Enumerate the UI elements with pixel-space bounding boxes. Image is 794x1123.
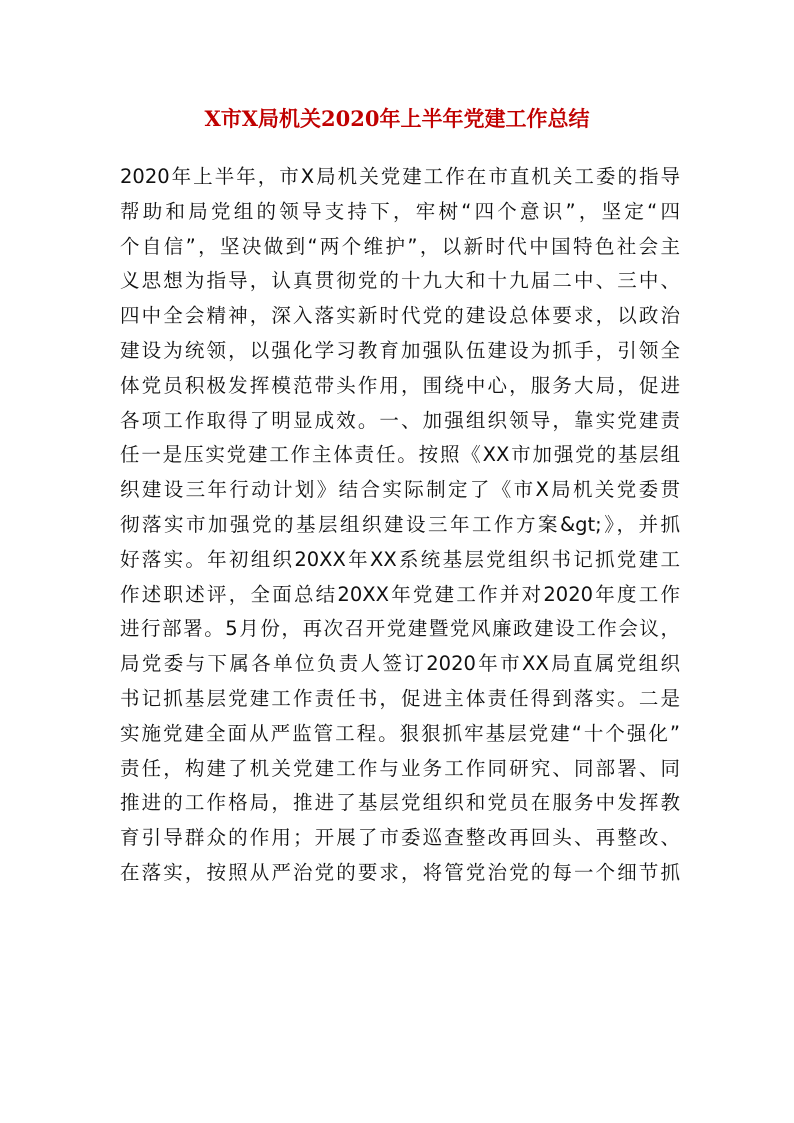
body-line: 育引导群众的作用；开展了市委巡查整改再回头、再整改、 xyxy=(120,826,680,850)
body-line: 在落实，按照从严治党的要求，将管党治党的每一个细节抓 xyxy=(120,860,680,884)
body-line: 好落实。年初组织20XX年XX系统基层党组织书记抓党建工 xyxy=(120,547,680,571)
body-line: 个自信”，坚决做到“两个维护”，以新时代中国特色社会主 xyxy=(120,234,680,258)
document-title: X市X局机关2020年上半年党建工作总结 xyxy=(204,106,590,131)
body-line: 织建设三年行动计划》结合实际制定了《市X局机关党委贯 xyxy=(120,478,680,502)
body-line: 建设为统领，以强化学习教育加强队伍建设为抓手，引领全 xyxy=(120,338,680,362)
body-line: 义思想为指导，认真贯彻党的十九大和十九届二中、三中、 xyxy=(120,269,680,293)
body-line: 进行部署。5月份，再次召开党建暨党风廉政建设工作会议， xyxy=(120,617,680,641)
body-line: 推进的工作格局，推进了基层党组织和党员在服务中发挥教 xyxy=(120,791,680,815)
body-line: 实施党建全面从严监管工程。狠狠抓牢基层党建“十个强化” xyxy=(120,721,680,745)
body-line: 局党委与下属各单位负责人签订2020年市XX局直属党组织 xyxy=(120,652,680,676)
body-line: 体党员积极发挥模范带头作用，围绕中心，服务大局，促进 xyxy=(120,373,680,397)
document-body xyxy=(120,160,680,891)
body-line: 作述职述评，全面总结20XX年党建工作并对2020年度工作 xyxy=(120,582,680,606)
body-line: 帮助和局党组的领导支持下，牢树“四个意识”，坚定“四 xyxy=(120,199,680,223)
body-line: 彻落实市加强党的基层组织建设三年工作方案&gt;》，并抓 xyxy=(120,512,680,536)
body-line: 2020年上半年，市X局机关党建工作在市直机关工委的指导 xyxy=(120,165,680,188)
body-line: 各项工作取得了明显成效。一、加强组织领导，靠实党建责 xyxy=(120,408,680,432)
body-line: 责任，构建了机关党建工作与业务工作同研究、同部署、同 xyxy=(120,756,680,780)
body-line: 任一是压实党建工作主体责任。按照《XX市加强党的基层组 xyxy=(120,443,680,467)
body-line: 四中全会精神，深入落实新时代党的建设总体要求，以政治 xyxy=(120,304,680,328)
body-line: 书记抓基层党建工作责任书，促进主体责任得到落实。二是 xyxy=(120,686,680,710)
